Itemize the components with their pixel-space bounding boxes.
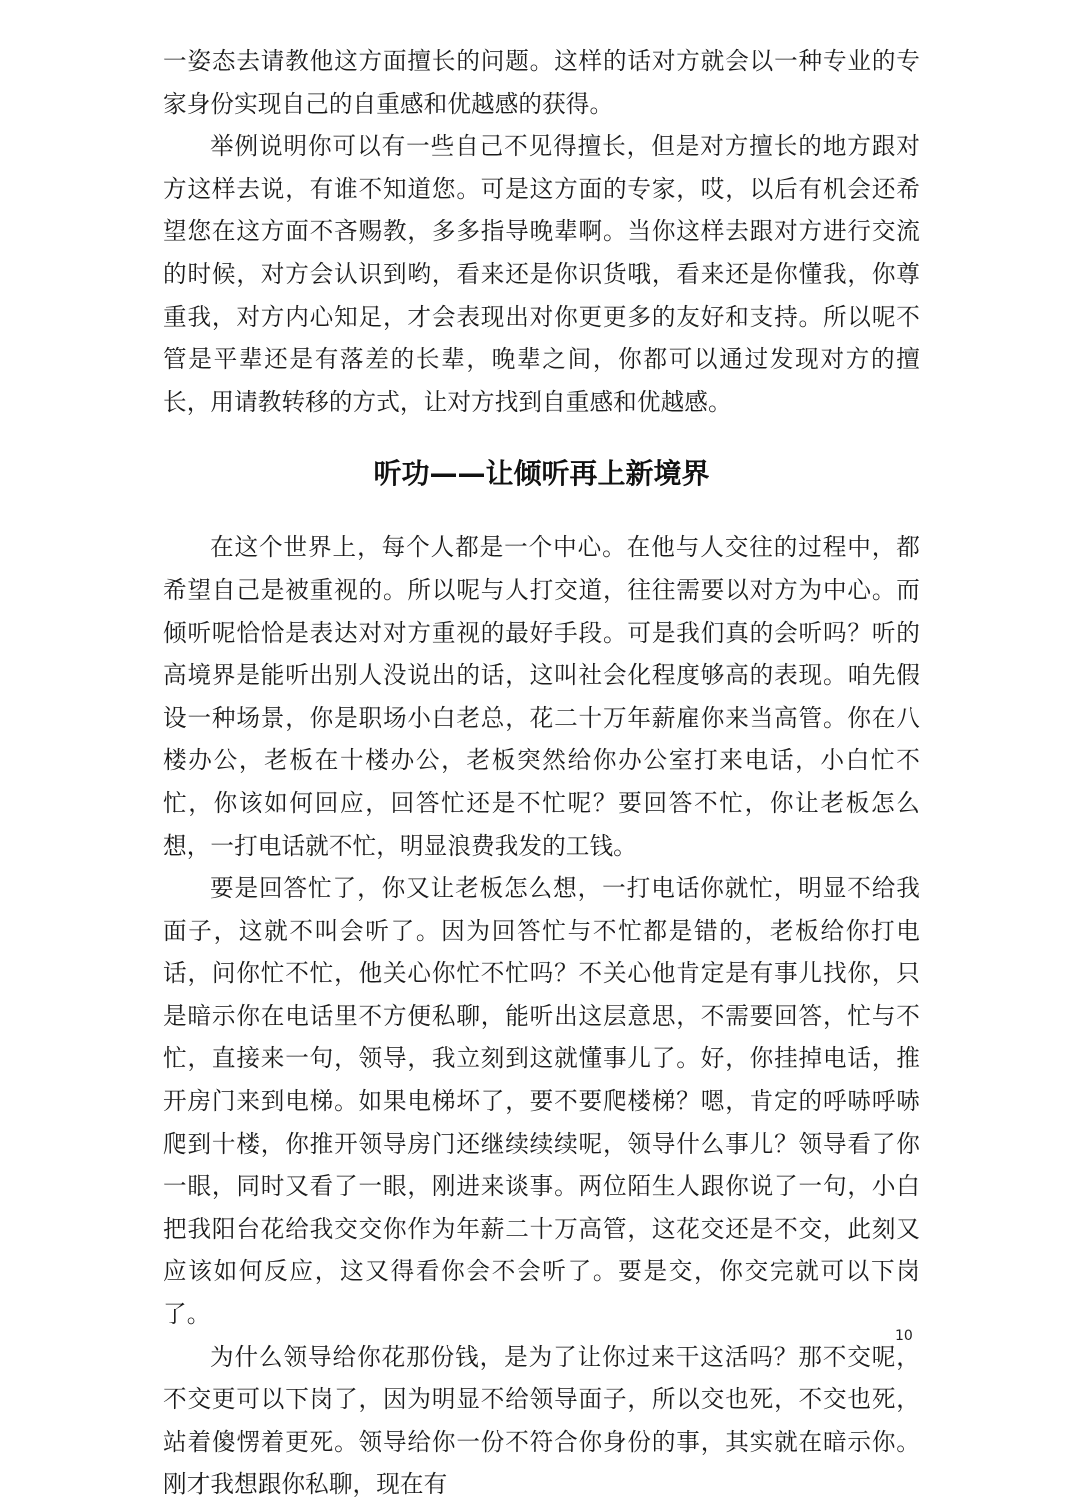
paragraph-listening-intro: 在这个世界上，每个人都是一个中心。在他与人交往的过程中，都希望自己是被重视的。所以呢与人打交道，往往需要以对方为中心。而倾听呢恰恰是表达对对方重视的最好手段。可是我们真的会听吗？听的高境界是能听出别人没说出的话，这叫社会化程度够高的表现。咱先假设一种场景，你是职场小白老总，花二十万年薪雇你来当高管。你在八楼办公，老板在十楼办公，老板突然给你办公室打来电话，小白忙不忙，你该如何回应，回答忙还是不忙呢？要回答不忙，你让老板怎么想，一打电话就不忙，明显浪费我发的工钱。	[163, 533, 920, 860]
page-number: 10	[895, 1328, 913, 1344]
paragraph-listening-conclusion: 为什么领导给你花那份钱，是为了让你过来干这活吗？那不交呢，不交更可以下岗了，因为明显不给领导面子，所以交也死，不交也死，站着傻愣着更死。领导给你一份不符合你身份的事，其实就在暗示你。刚才我想跟你私聊，现在有	[163, 1342, 920, 1499]
paragraph-example: 举例说明你可以有一些自己不见得擅长，但是对方擅长的地方跟对方这样去说，有谁不知道您。可是这方面的专家，哎，以后有机会还希望您在这方面不吝赐教，多多指导晚辈啊。当你这样去跟对方进行交流的时候，对方会认识到哟，看来还是你识货哦，看来还是你懂我，你尊重我，对方内心知足，才会表现出对你更更多的友好和支持。所以呢不管是平辈还是有落差的长辈，晚辈之间，你都可以通过发现对方的擅长，用请教转移的方式，让对方找到自重感和优越感。	[163, 132, 920, 416]
paragraph-listening-scenario: 要是回答忙了，你又让老板怎么想，一打电话你就忙，明显不给我面子，这就不叫会听了。因为回答忙与不忙都是错的，老板给你打电话，问你忙不忙，他关心你忙不忙吗？不关心他肯定是有事儿找你，只是暗示你在电话里不方便私聊，能听出这层意思，不需要回答，忙与不忙，直接来一句，领导，我立刻到这就懂事儿了。好，你挂掉电话，推开房门来到电梯。如果电梯坏了，要不要爬楼梯？嗯，肯定的呼哧呼哧爬到十楼，你推开领导房门还继续续续呢，领导什么事儿？领导看了你一眼，同时又看了一眼，刚进来谈事。两位陌生人跟你说了一句，小白把我阳台花给我交交你作为年薪二十万高管，这花交还是不交，此刻又应该如何反应，这又得看你会不会听了。要是交，你交完就可以下岗了。	[163, 874, 920, 1329]
paragraph-continuation: 一姿态去请教他这方面擅长的问题。这样的话对方就会以一种专业的专家身份实现自己的自重感和优越感的获得。	[163, 47, 920, 118]
section-heading: 听功——让倾听再上新境界	[373, 457, 710, 491]
page-body	[163, 40, 920, 1506]
